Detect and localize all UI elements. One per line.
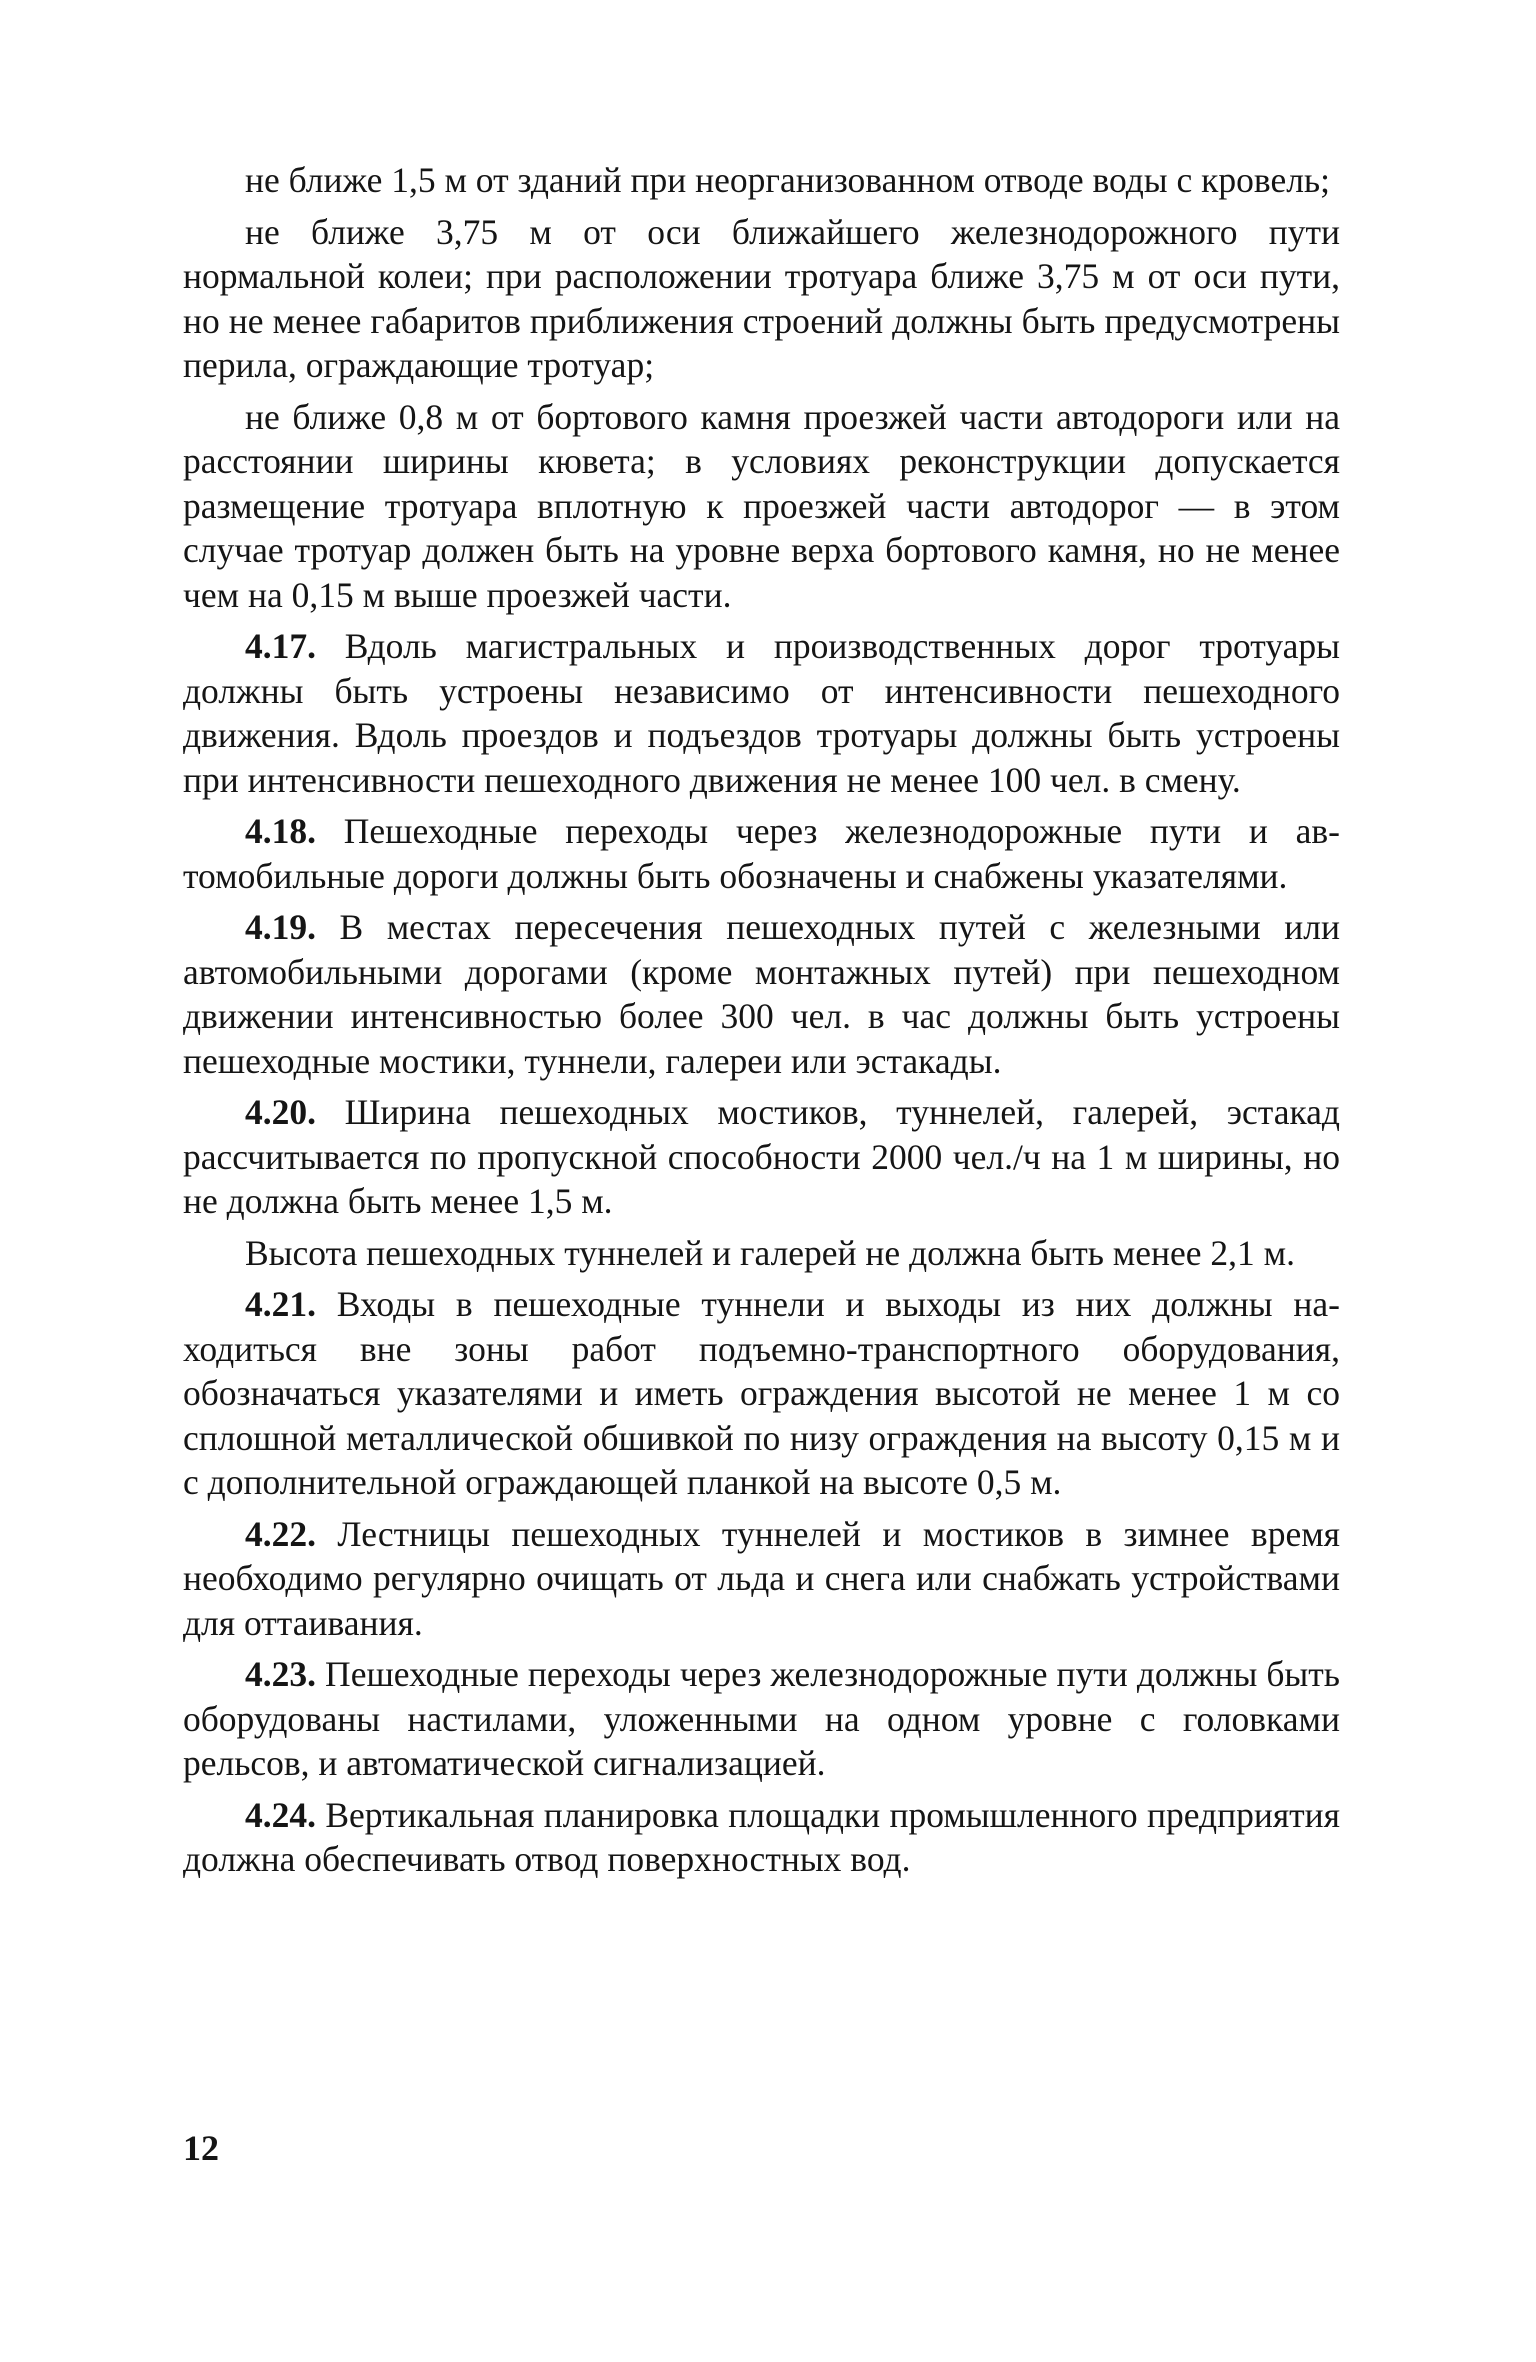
paragraph-drainage-distance <box>183 158 1340 203</box>
paragraph-text: не ближе 1,5 м от зданий при неорганизованном отводе воды с кровель; <box>245 160 1330 200</box>
paragraph-road-distance <box>183 395 1340 618</box>
paragraph-railway-distance <box>183 210 1340 388</box>
clause-4-22 <box>183 1512 1340 1646</box>
page-number: 12 <box>183 2128 219 2168</box>
clause-text: В местах пересечения пешеходных путей с железными или автомобильными дорогами (кроме монтажных путей) при пешеходном движении интенсивностью более 300 чел. в час должны быть устроены пешеходные мостики, туннели, галереи или эстакады. <box>183 907 1340 1081</box>
clause-4-19 <box>183 905 1340 1083</box>
clause-text: Входы в пешеходные туннели и выходы из них должны находиться вне зоны работ подъемно-транспортного оборудования, обозначаться указателями и иметь ограждения высотой не менее 1 м со сплошной металлической обшивкой по низу ограждения на высоту 0,15 м и с дополнительной ограждающей планкой на высоте 0,5 м. <box>183 1284 1340 1502</box>
paragraph-tunnel-height <box>183 1231 1340 1276</box>
clause-4-20 <box>183 1090 1340 1224</box>
clause-text: Ширина пешеходных мостиков, туннелей, галерей, эстакад рассчитывается по пропускной способности 2000 чел./ч на 1 м ширины, но не должна быть менее 1,5 м. <box>183 1092 1340 1221</box>
clause-number: 4.20. <box>245 1092 316 1132</box>
clause-4-24 <box>183 1793 1340 1882</box>
clause-text: Лестницы пешеходных туннелей и мостиков в зимнее время необходимо регулярно очищать от льда и снега или снабжать устройствами для оттаивания. <box>183 1513 1340 1643</box>
clause-text: Пешеходные переходы через железнодорожные пути должны быть оборудованы настилами, уложенными на одном уровне с головками рельсов, и автоматической сигнализацией. <box>183 1654 1340 1783</box>
clause-4-23 <box>183 1652 1340 1786</box>
clause-number: 4.22. <box>245 1513 316 1554</box>
paragraph-text: Высота пешеходных туннелей и галерей не должна быть менее 2,1 м. <box>245 1232 1295 1273</box>
clause-number: 4.24. <box>245 1794 316 1835</box>
clause-number: 4.17. <box>245 626 316 666</box>
paragraph-text: не ближе 0,8 м от бортового камня проезжей части автодороги или на расстоянии ширины кювета; в условиях реконструкции допускается размещение тротуара вплотную к проезжей части автодорог — в этом случае тротуар должен быть на уровне верха бортового камня, но не менее чем на 0,15 м выше проезжей части. <box>183 396 1340 615</box>
paragraph-text: не ближе 3,75 м от оси ближайшего железнодорожного пути нормальной колеи; при расположении тротуара ближе 3,75 м от оси пути, но не менее габаритов приближения строений должны быть предусмотрены перила, ограждающие тротуар; <box>183 211 1340 385</box>
clause-number: 4.18. <box>245 811 316 851</box>
clause-4-21 <box>183 1282 1340 1505</box>
clause-number: 4.21. <box>245 1284 316 1324</box>
clause-number: 4.23. <box>245 1654 316 1694</box>
document-body <box>183 158 1340 1889</box>
clause-text: Пешеходные переходы через железнодорожные пути и автомобильные дороги должны быть обозначены и снабжены указателями. <box>183 811 1340 896</box>
clause-4-17 <box>183 624 1340 802</box>
clause-4-18 <box>183 809 1340 898</box>
clause-number: 4.19. <box>245 907 316 947</box>
clause-text: Вертикальная планировка площадки промышленного предприятия должна обеспечивать отвод поверхностных вод. <box>183 1794 1340 1879</box>
clause-text: Вдоль магистральных и производственных дорог тротуары должны быть устроены независимо от интенсивности пешеходного движения. Вдоль проездов и подъездов тротуары должны быть устроены при интенсивности пешеходного движения не менее 100 чел. в смену. <box>183 626 1340 800</box>
